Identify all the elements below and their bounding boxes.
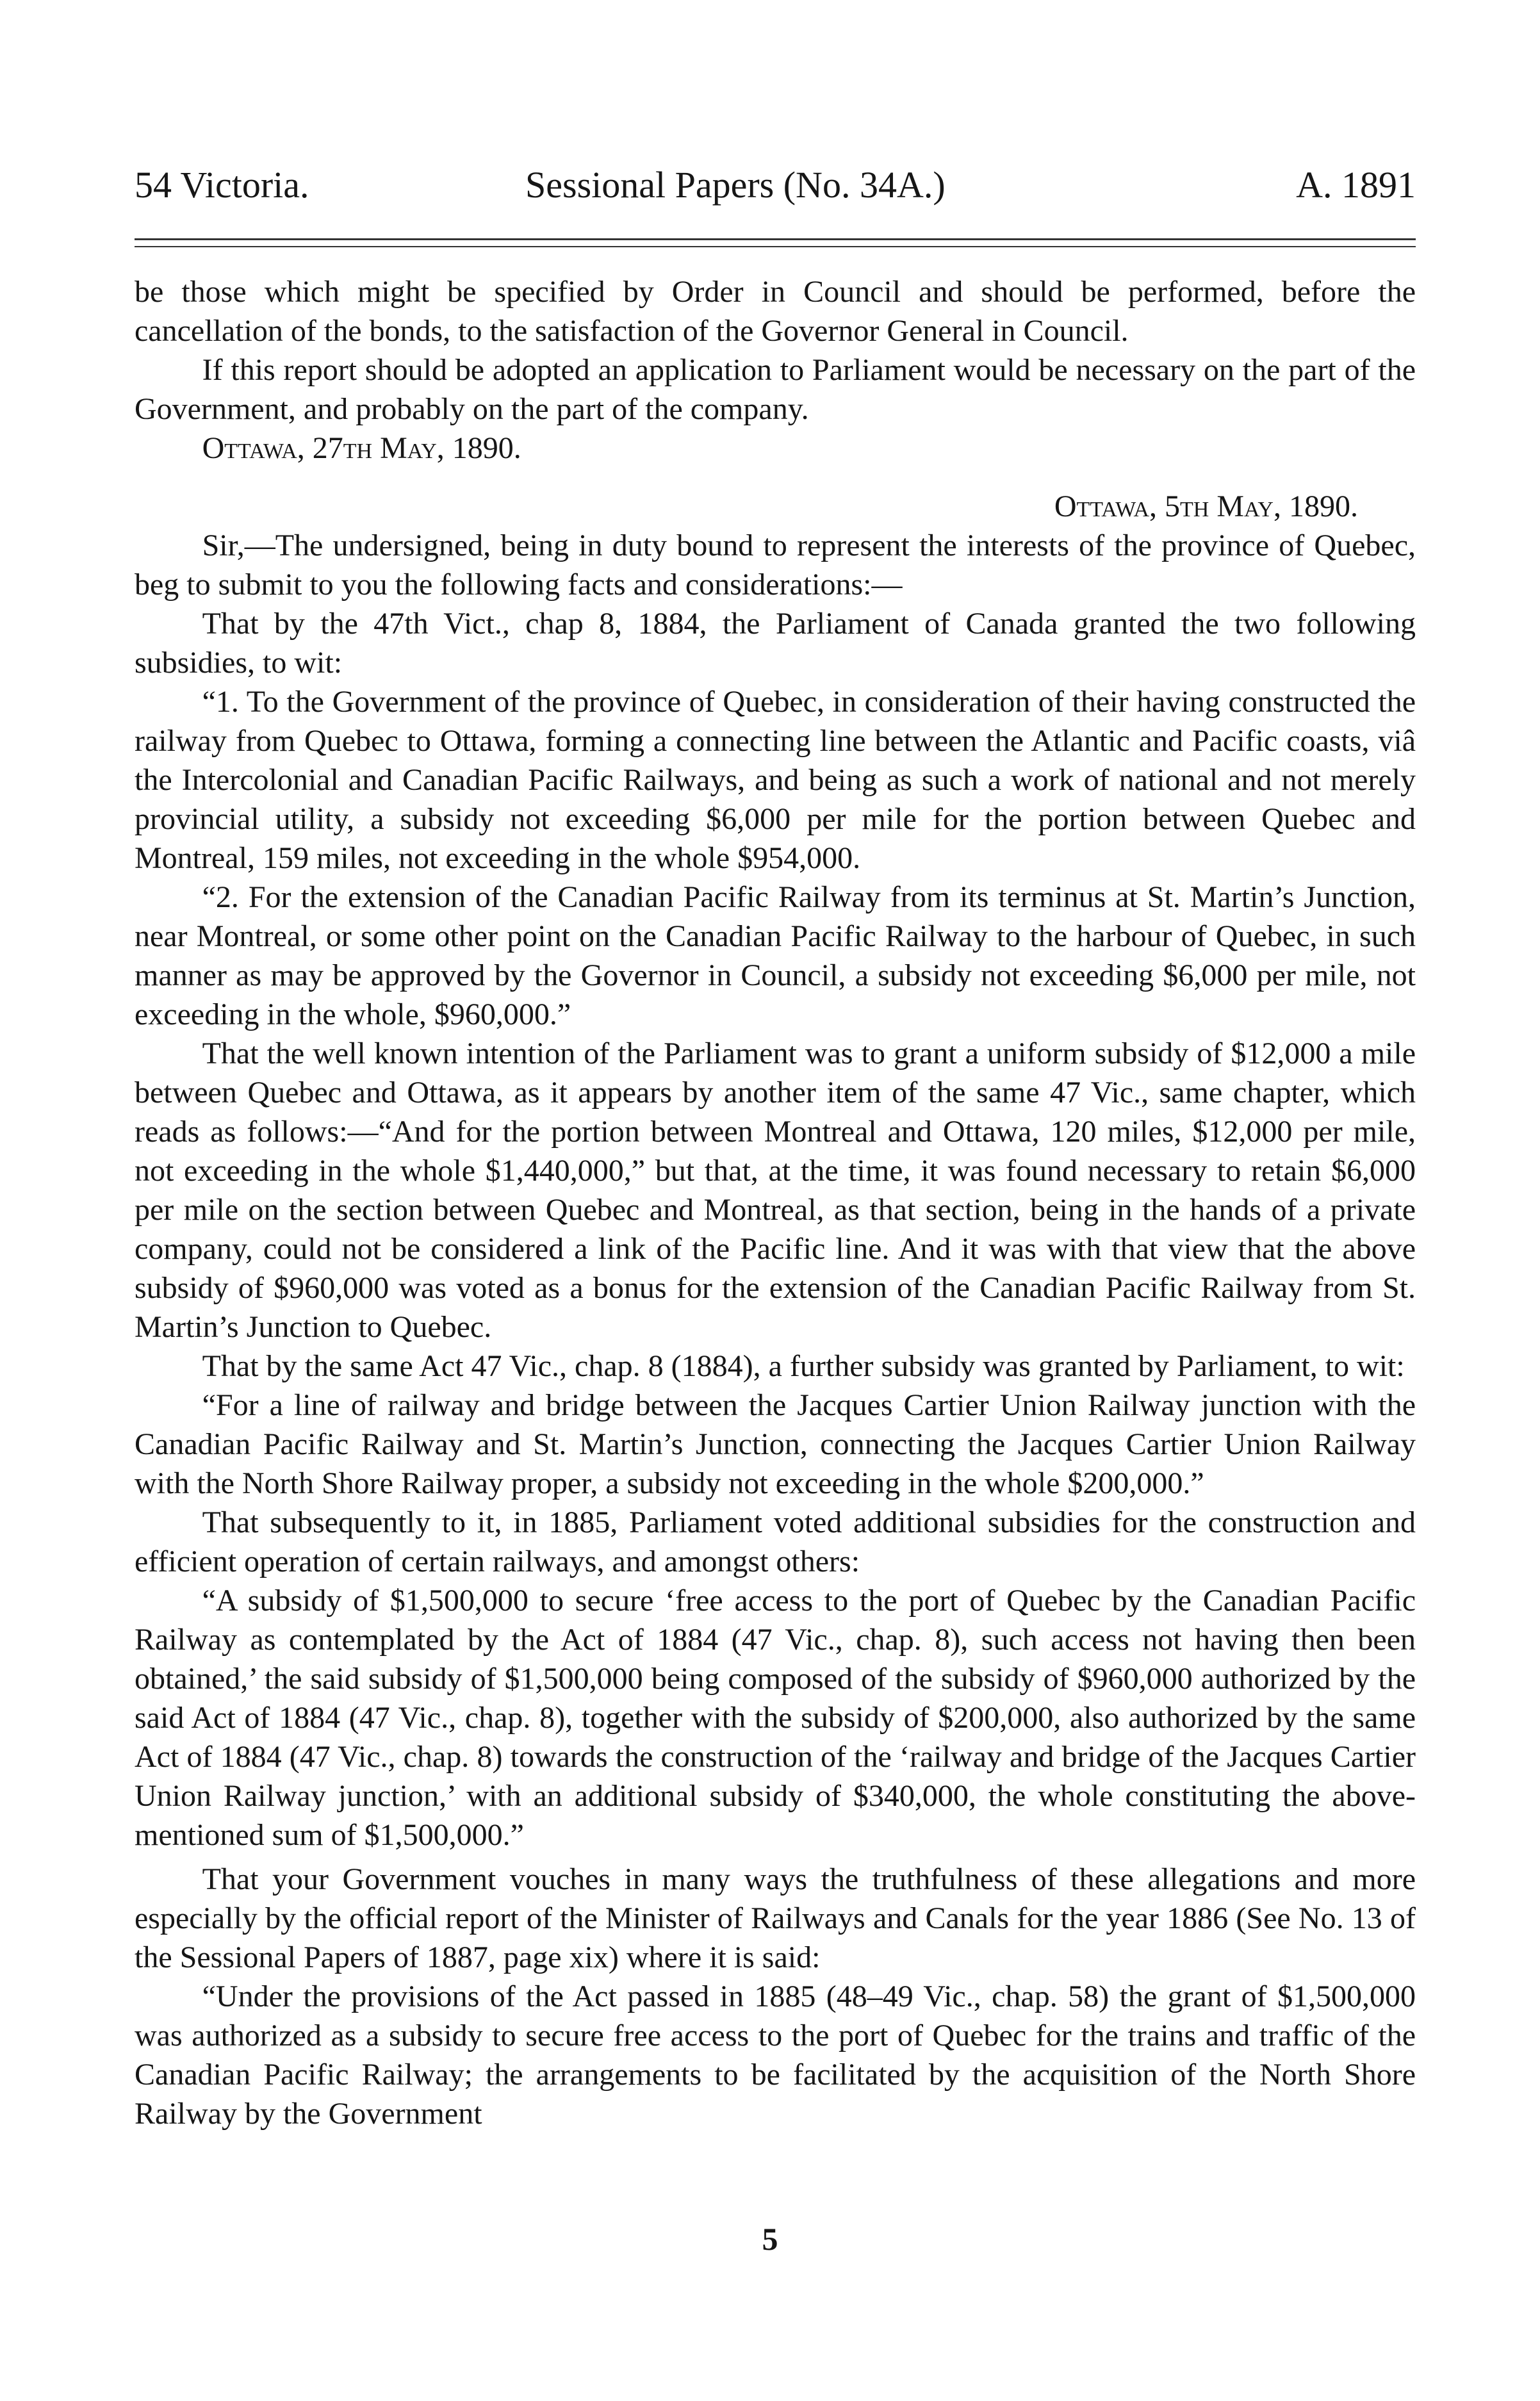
dateline: Ottawa, 27th May, 1890. [202, 431, 521, 465]
paragraph: That the well known intention of the Parliament was to grant a uniform subsidy of $12,000 a mile between Quebec and Ottawa, as it appears by another item of the same 47 Vic., same chapter, which reads as follows:—“And for the portion between Montreal and Ottawa, 120 miles, $12,000 per mile, not exceeding in the whole $1,440,000,” but that, at the time, it was found necessary to retain $6,000 per mile on the section between Quebec and Montreal, as that section, being in the hands of a private company, could not be considered a link of the Pacific line. And it was with that view that the above subsidy of $960,000 was voted as a bonus for the extension of the Canadian Pacific Railway from St. Martin’s Junction to Quebec. [135, 1037, 1416, 1344]
running-head [135, 156, 1416, 214]
header-paper-title: Sessional Papers (No. 34A.) [525, 164, 946, 206]
paragraph: That subsequently to it, in 1885, Parliament voted additional subsidies for the construction and efficient operation of certain railways, and amongst others: [135, 1505, 1416, 1578]
paragraph: If this report should be adopted an application to Parliament would be necessary on the part of the Government, and probably on the part of the company. [135, 353, 1416, 426]
header-rule [135, 238, 1416, 240]
header-year: A. 1891 [1296, 164, 1416, 206]
salutation-paragraph: Sir,—The undersigned, being in duty bound to represent the interests of the province of Quebec, beg to submit to you the following facts and considerations:— [135, 529, 1416, 602]
paragraph: be those which might be specified by Order in Council and should be performed, before the cancellation of the bonds, to the satisfaction of the Governor General in Council. [135, 275, 1416, 348]
paragraph: That by the 47th Vict., chap 8, 1884, the Parliament of Canada granted the two following subsidies, to wit: [135, 607, 1416, 680]
dateline: Ottawa, 5th May, 1890. [1054, 489, 1358, 523]
quoted-paragraph: “1. To the Government of the province of Quebec, in consideration of their having constructed the railway from Quebec to Ottawa, forming a connecting line between the Atlantic and Pacific coasts, viâ the Intercolonial and Canadian Pacific Railways, and being as such a work of national and not merely provincial utility, a subsidy not exceeding $6,000 per mile for the portion between Quebec and Montreal, 159 miles, not exceeding in the whole $954,000. [135, 685, 1416, 875]
quoted-paragraph: “2. For the extension of the Canadian Pacific Railway from its terminus at St. Martin’s Junction, near Montreal, or some other point on the Canadian Pacific Railway to the harbour of Quebec, in such manner as may be approved by the Governor in Council, a subsidy not exceeding $6,000 per mile, not exceeding in the whole, $960,000.” [135, 880, 1416, 1031]
quoted-paragraph: “A subsidy of $1,500,000 to secure ‘free access to the port of Quebec by the Canadian Pacific Railway as contemplated by the Act of 1884 (47 Vic., chap. 8), such access not having then been obtained,’ the said subsidy of $1,500,000 being composed of the subsidy of $960,000 authorized by the said Act of 1884 (47 Vic., chap. 8), together with the subsidy of $200,000, also authorized by the same Act of 1884 (47 Vic., chap. 8) towards the construction of the ‘railway and bridge of the Jacques Cartier Union Railway junction,’ with an additional subsidy of $340,000, the whole constituting the above-mentioned sum of $1,500,000.” [135, 1584, 1416, 1852]
quoted-paragraph: “Under the provisions of the Act passed in 1885 (48–49 Vic., chap. 58) the grant of $1,500,000 was authorized as a subsidy to secure free access to the port of Quebec for the trains and traffic of the Canadian Pacific Railway; the arrangements to be facilitated by the acquisition of the North Shore Railway by the Government [135, 1979, 1416, 2131]
body-text [135, 272, 1416, 2133]
header-session: 54 Victoria. [135, 164, 309, 206]
header-rule-double [135, 246, 1416, 247]
paragraph: That your Government vouches in many ways the truthfulness of these allegations and more especially by the official report of the Minister of Railways and Canals for the year 1886 (See No. 13 of the Sessional Papers of 1887, page xix) where it is said: [135, 1862, 1416, 1974]
page-folio: 5 [762, 2221, 778, 2257]
paragraph: That by the same Act 47 Vic., chap. 8 (1884), a further subsidy was granted by Parliament, to wit: [202, 1349, 1405, 1383]
quoted-paragraph: “For a line of railway and bridge between the Jacques Cartier Union Railway junction with the Canadian Pacific Railway and St. Martin’s Junction, connecting the Jacques Cartier Union Railway with the North Shore Railway proper, a subsidy not exceeding in the whole $200,000.” [135, 1388, 1416, 1500]
